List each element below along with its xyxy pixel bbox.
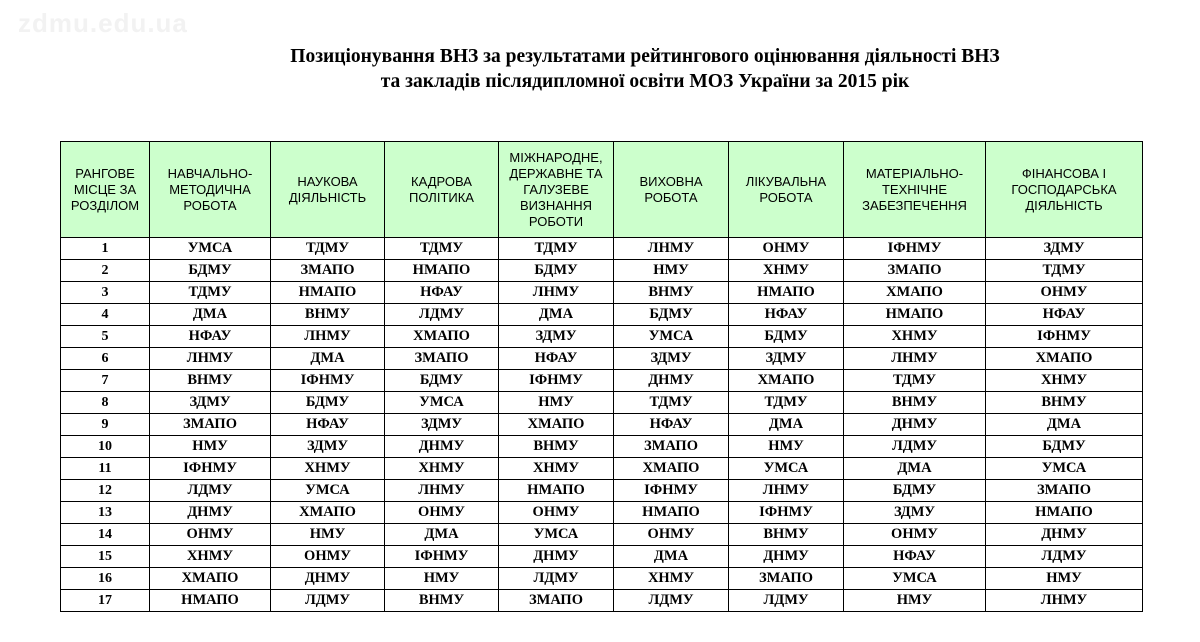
institution-cell: НМАПО xyxy=(844,304,986,326)
institution-cell: УМСА xyxy=(844,568,986,590)
institution-cell: ХМАПО xyxy=(729,370,844,392)
institution-cell: ЗМАПО xyxy=(271,260,385,282)
institution-cell: ЗДМУ xyxy=(844,502,986,524)
col-header-staffing: КАДРОВА ПОЛІТИКА xyxy=(385,142,499,238)
table-row xyxy=(61,326,1143,348)
ranking-table xyxy=(60,141,1143,612)
table-row xyxy=(61,458,1143,480)
institution-cell: ІФНМУ xyxy=(729,502,844,524)
institution-cell: ВНМУ xyxy=(271,304,385,326)
institution-cell: ЗДМУ xyxy=(614,348,729,370)
institution-cell: ХНМУ xyxy=(271,458,385,480)
institution-cell: УМСА xyxy=(150,238,271,260)
institution-cell: БДМУ xyxy=(729,326,844,348)
institution-cell: ЛНМУ xyxy=(729,480,844,502)
watermark: zdmu.edu.ua xyxy=(18,8,188,38)
table-row xyxy=(61,238,1143,260)
institution-cell: ЛНМУ xyxy=(385,480,499,502)
institution-cell: ХНМУ xyxy=(986,370,1143,392)
institution-cell: ЛНМУ xyxy=(150,348,271,370)
institution-cell: НМАПО xyxy=(271,282,385,304)
institution-cell: ЗМАПО xyxy=(614,436,729,458)
institution-cell: ІФНМУ xyxy=(271,370,385,392)
institution-cell: БДМУ xyxy=(385,370,499,392)
table-row xyxy=(61,282,1143,304)
institution-cell: ДНМУ xyxy=(729,546,844,568)
rank-cell: 12 xyxy=(61,480,150,502)
institution-cell: НМУ xyxy=(986,568,1143,590)
institution-cell: ДМА xyxy=(614,546,729,568)
col-header-teaching: НАВЧАЛЬНО-МЕТОДИЧНА РОБОТА xyxy=(150,142,271,238)
table-row xyxy=(61,260,1143,282)
table-row xyxy=(61,502,1143,524)
institution-cell: ХМАПО xyxy=(385,326,499,348)
institution-cell: НМУ xyxy=(271,524,385,546)
institution-cell: ЗДМУ xyxy=(499,326,614,348)
institution-cell: НМУ xyxy=(150,436,271,458)
institution-cell: УМСА xyxy=(385,392,499,414)
institution-cell: ЗМАПО xyxy=(986,480,1143,502)
institution-cell: НФАУ xyxy=(499,348,614,370)
institution-cell: ЗДМУ xyxy=(271,436,385,458)
rank-cell: 16 xyxy=(61,568,150,590)
institution-cell: НМАПО xyxy=(499,480,614,502)
table-row xyxy=(61,392,1143,414)
rank-cell: 1 xyxy=(61,238,150,260)
institution-cell: ЗМАПО xyxy=(385,348,499,370)
table-row xyxy=(61,414,1143,436)
institution-cell: УМСА xyxy=(271,480,385,502)
institution-cell: ЛДМУ xyxy=(614,590,729,612)
institution-cell: ЛДМУ xyxy=(986,546,1143,568)
table-body xyxy=(61,238,1143,612)
institution-cell: ЛНМУ xyxy=(271,326,385,348)
institution-cell: НМАПО xyxy=(729,282,844,304)
rank-cell: 9 xyxy=(61,414,150,436)
institution-cell: ХНМУ xyxy=(729,260,844,282)
institution-cell: ДМА xyxy=(844,458,986,480)
institution-cell: ІФНМУ xyxy=(844,238,986,260)
table-row xyxy=(61,436,1143,458)
institution-cell: ЗМАПО xyxy=(844,260,986,282)
institution-cell: ХНМУ xyxy=(499,458,614,480)
institution-cell: ХМАПО xyxy=(150,568,271,590)
table-row xyxy=(61,568,1143,590)
institution-cell: НФАУ xyxy=(150,326,271,348)
institution-cell: ХНМУ xyxy=(385,458,499,480)
institution-cell: ТДМУ xyxy=(844,370,986,392)
institution-cell: ВНМУ xyxy=(150,370,271,392)
institution-cell: ДНМУ xyxy=(614,370,729,392)
institution-cell: ЛДМУ xyxy=(150,480,271,502)
institution-cell: ІФНМУ xyxy=(150,458,271,480)
institution-cell: ОНМУ xyxy=(499,502,614,524)
institution-cell: ВНМУ xyxy=(614,282,729,304)
table-row xyxy=(61,480,1143,502)
rank-cell: 3 xyxy=(61,282,150,304)
table-row xyxy=(61,546,1143,568)
institution-cell: УМСА xyxy=(614,326,729,348)
institution-cell: ХНМУ xyxy=(844,326,986,348)
institution-cell: ХМАПО xyxy=(986,348,1143,370)
institution-cell: БДМУ xyxy=(986,436,1143,458)
institution-cell: ДМА xyxy=(150,304,271,326)
institution-cell: ДМА xyxy=(271,348,385,370)
rank-cell: 17 xyxy=(61,590,150,612)
institution-cell: НМАПО xyxy=(614,502,729,524)
rank-cell: 7 xyxy=(61,370,150,392)
institution-cell: ЗДМУ xyxy=(729,348,844,370)
institution-cell: ДМА xyxy=(986,414,1143,436)
col-header-material: МАТЕРІАЛЬНО-ТЕХНІЧНЕ ЗАБЕЗПЕЧЕННЯ xyxy=(844,142,986,238)
institution-cell: НМУ xyxy=(844,590,986,612)
col-header-recognition: МІЖНАРОДНЕ, ДЕРЖАВНЕ ТА ГАЛУЗЕВЕ ВИЗНАННЯ РОБОТИ xyxy=(499,142,614,238)
institution-cell: ХНМУ xyxy=(150,546,271,568)
institution-cell: ЛДМУ xyxy=(385,304,499,326)
institution-cell: ТДМУ xyxy=(150,282,271,304)
institution-cell: ЛНМУ xyxy=(614,238,729,260)
rank-cell: 8 xyxy=(61,392,150,414)
institution-cell: ОНМУ xyxy=(150,524,271,546)
institution-cell: НМУ xyxy=(385,568,499,590)
table-row xyxy=(61,524,1143,546)
institution-cell: БДМУ xyxy=(271,392,385,414)
rank-cell: 6 xyxy=(61,348,150,370)
table-row xyxy=(61,590,1143,612)
col-header-financial: ФІНАНСОВА І ГОСПОДАРСЬКА ДІЯЛЬНІСТЬ xyxy=(986,142,1143,238)
col-header-medical: ЛІКУВАЛЬНА РОБОТА xyxy=(729,142,844,238)
institution-cell: ХМАПО xyxy=(271,502,385,524)
table-row xyxy=(61,370,1143,392)
table-row xyxy=(61,348,1143,370)
institution-cell: БДМУ xyxy=(499,260,614,282)
col-header-research: НАУКОВА ДІЯЛЬНІСТЬ xyxy=(271,142,385,238)
institution-cell: ДНМУ xyxy=(150,502,271,524)
institution-cell: ЗМАПО xyxy=(150,414,271,436)
institution-cell: ТДМУ xyxy=(614,392,729,414)
institution-cell: ТДМУ xyxy=(385,238,499,260)
table-row xyxy=(61,304,1143,326)
institution-cell: ОНМУ xyxy=(844,524,986,546)
institution-cell: НФАУ xyxy=(271,414,385,436)
institution-cell: ЛДМУ xyxy=(844,436,986,458)
institution-cell: НМУ xyxy=(729,436,844,458)
institution-cell: ЗДМУ xyxy=(385,414,499,436)
institution-cell: ХНМУ xyxy=(614,568,729,590)
institution-cell: НМАПО xyxy=(150,590,271,612)
institution-cell: НФАУ xyxy=(614,414,729,436)
institution-cell: ДМА xyxy=(499,304,614,326)
institution-cell: ВНМУ xyxy=(729,524,844,546)
institution-cell: ДМА xyxy=(729,414,844,436)
institution-cell: ЛНМУ xyxy=(499,282,614,304)
institution-cell: ЛДМУ xyxy=(729,590,844,612)
institution-cell: УМСА xyxy=(986,458,1143,480)
institution-cell: ХМАПО xyxy=(499,414,614,436)
institution-cell: ТДМУ xyxy=(499,238,614,260)
institution-cell: ОНМУ xyxy=(729,238,844,260)
institution-cell: ХМАПО xyxy=(614,458,729,480)
col-header-rank: РАНГОВЕ МІСЦЕ ЗА РОЗДІЛОМ xyxy=(61,142,150,238)
institution-cell: ЛНМУ xyxy=(844,348,986,370)
institution-cell: ЗМАПО xyxy=(729,568,844,590)
institution-cell: НМУ xyxy=(499,392,614,414)
institution-cell: ЗДМУ xyxy=(150,392,271,414)
institution-cell: ІФНМУ xyxy=(614,480,729,502)
title-line-2: та закладів післядипломної освіти МОЗ України за 2015 рік xyxy=(380,71,910,92)
institution-cell: НФАУ xyxy=(844,546,986,568)
institution-cell: ВНМУ xyxy=(385,590,499,612)
rank-cell: 4 xyxy=(61,304,150,326)
institution-cell: БДМУ xyxy=(844,480,986,502)
page-title xyxy=(0,44,1200,94)
table-header-row xyxy=(61,142,1143,238)
institution-cell: НФАУ xyxy=(385,282,499,304)
institution-cell: ОНМУ xyxy=(614,524,729,546)
institution-cell: ОНМУ xyxy=(986,282,1143,304)
institution-cell: НФАУ xyxy=(986,304,1143,326)
institution-cell: ДНМУ xyxy=(271,568,385,590)
institution-cell: ЛДМУ xyxy=(271,590,385,612)
institution-cell: ЗДМУ xyxy=(986,238,1143,260)
rank-cell: 10 xyxy=(61,436,150,458)
institution-cell: БДМУ xyxy=(614,304,729,326)
rank-cell: 14 xyxy=(61,524,150,546)
institution-cell: ТДМУ xyxy=(729,392,844,414)
title-line-1: Позиціонування ВНЗ за результатами рейтингового оцінювання діяльності ВНЗ xyxy=(290,46,1000,67)
institution-cell: ДНМУ xyxy=(986,524,1143,546)
institution-cell: ДНМУ xyxy=(499,546,614,568)
institution-cell: НФАУ xyxy=(729,304,844,326)
institution-cell: ІФНМУ xyxy=(385,546,499,568)
institution-cell: ВНМУ xyxy=(499,436,614,458)
institution-cell: НМАПО xyxy=(385,260,499,282)
institution-cell: ЛДМУ xyxy=(499,568,614,590)
institution-cell: ДМА xyxy=(385,524,499,546)
rank-cell: 15 xyxy=(61,546,150,568)
institution-cell: БДМУ xyxy=(150,260,271,282)
institution-cell: ЛНМУ xyxy=(986,590,1143,612)
institution-cell: ІФНМУ xyxy=(986,326,1143,348)
institution-cell: УМСА xyxy=(499,524,614,546)
institution-cell: ТДМУ xyxy=(271,238,385,260)
institution-cell: НМАПО xyxy=(986,502,1143,524)
col-header-educational: ВИХОВНА РОБОТА xyxy=(614,142,729,238)
institution-cell: ХМАПО xyxy=(844,282,986,304)
institution-cell: ВНМУ xyxy=(986,392,1143,414)
rank-cell: 5 xyxy=(61,326,150,348)
rank-cell: 11 xyxy=(61,458,150,480)
institution-cell: ДНМУ xyxy=(844,414,986,436)
institution-cell: ТДМУ xyxy=(986,260,1143,282)
rank-cell: 13 xyxy=(61,502,150,524)
institution-cell: ОНМУ xyxy=(271,546,385,568)
institution-cell: ДНМУ xyxy=(385,436,499,458)
institution-cell: ІФНМУ xyxy=(499,370,614,392)
institution-cell: НМУ xyxy=(614,260,729,282)
rank-cell: 2 xyxy=(61,260,150,282)
institution-cell: ОНМУ xyxy=(385,502,499,524)
institution-cell: УМСА xyxy=(729,458,844,480)
institution-cell: ВНМУ xyxy=(844,392,986,414)
institution-cell: ЗМАПО xyxy=(499,590,614,612)
